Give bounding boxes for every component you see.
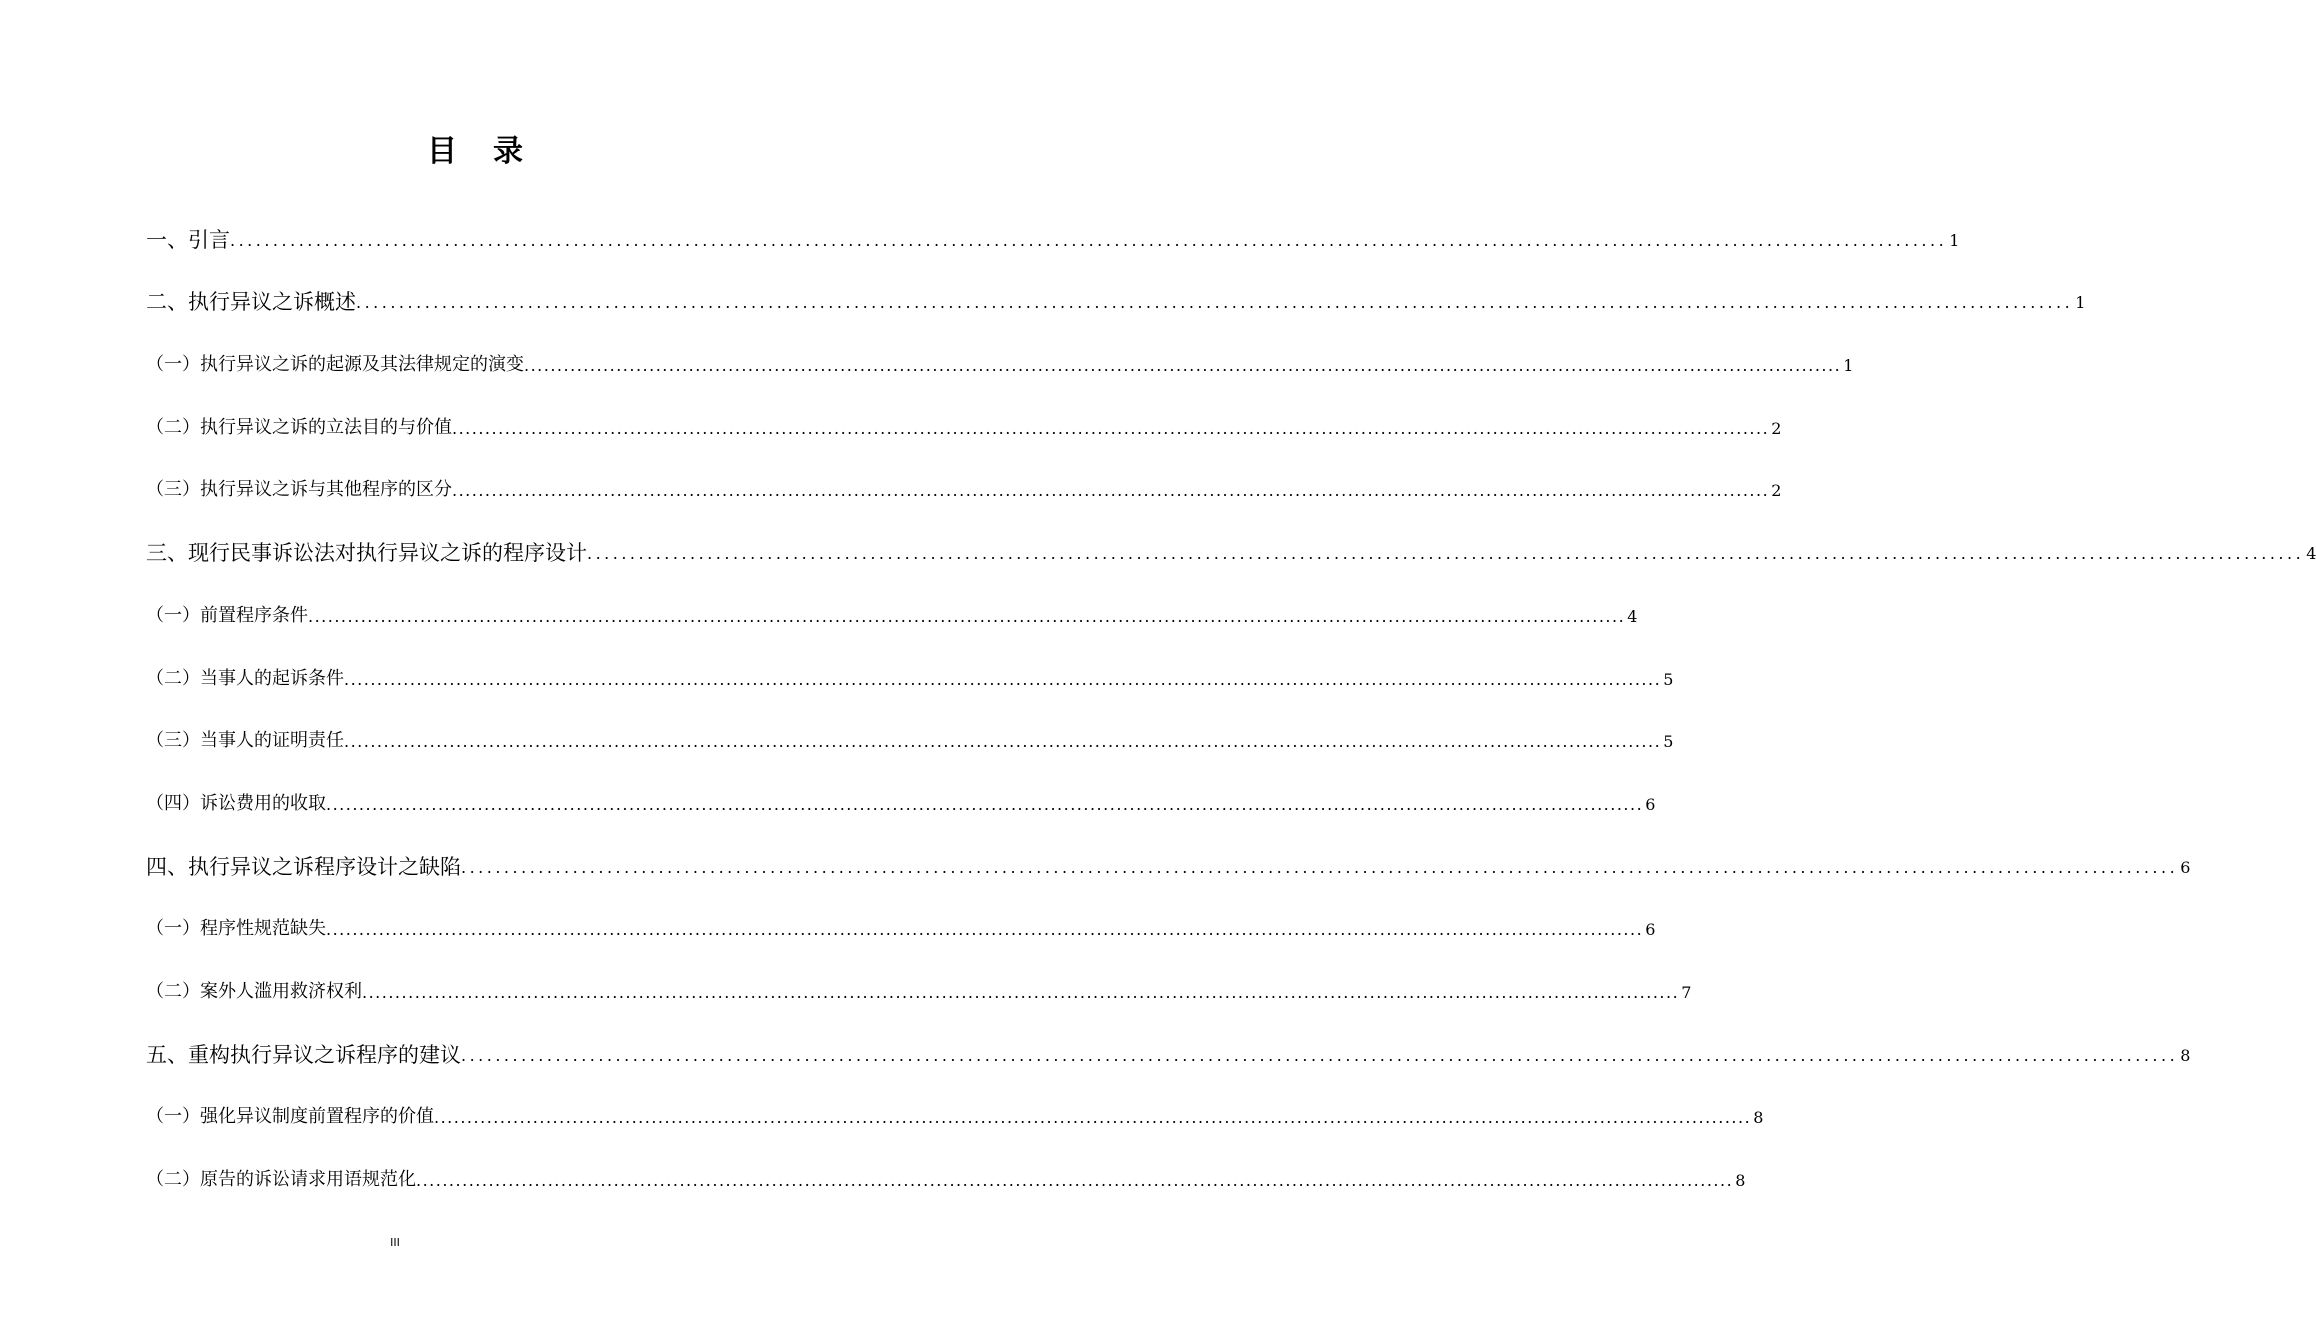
toc-entry[interactable] <box>146 1133 1746 1196</box>
toc-entry[interactable] <box>146 945 1692 1008</box>
toc-dot-leader: ........................................................................................................................................................................................................ <box>356 293 2074 313</box>
toc-entry[interactable] <box>146 381 1782 444</box>
toc-entry[interactable] <box>146 883 1656 946</box>
page-title: 目录 <box>427 134 559 169</box>
toc-entry-title: （三）执行异议之诉与其他程序的区分 <box>146 479 452 501</box>
toc-entry[interactable] <box>146 695 1674 758</box>
toc-entry-title: （二）当事人的起诉条件 <box>146 667 344 689</box>
toc-entry-title: 二、执行异议之诉概述 <box>146 290 356 315</box>
toc-entry-page-number: 4 <box>2306 544 2316 564</box>
toc-entry[interactable] <box>146 757 1656 820</box>
toc-dot-leader: ........................................................................................................................................................................................................ <box>416 1171 1734 1190</box>
toc-dot-leader: ........................................................................................................................................................................................................ <box>326 920 1644 940</box>
toc-entry-page-number: 1 <box>2075 293 2086 313</box>
toc-entry[interactable] <box>146 318 1854 381</box>
toc-entry-title: （一）强化异议制度前置程序的价值 <box>146 1106 434 1128</box>
toc-dot-leader: ........................................................................................................................................................................................................ <box>524 356 1842 376</box>
toc-entry[interactable] <box>146 1008 2191 1071</box>
toc-dot-leader: ........................................................................................................................................................................................................ <box>461 1045 2179 1065</box>
toc-entry-page-number: 5 <box>1663 669 1674 689</box>
toc-dot-leader: ........................................................................................................................................................................................................ <box>434 1108 1752 1128</box>
toc-dot-leader: ........................................................................................................................................................................................................ <box>452 481 1770 501</box>
page-number-footer: III <box>390 1236 400 1249</box>
toc-entry-page-number: 2 <box>1771 481 1782 501</box>
toc-entry-page-number: 8 <box>2180 1045 2191 1065</box>
toc-entry-title: 一、引言 <box>146 227 230 252</box>
toc-entry-page-number: 7 <box>1681 982 1692 1002</box>
toc-entry-page-number: 1 <box>1949 230 1960 250</box>
toc-dot-leader: ........................................................................................................................................................................................................ <box>344 669 1662 689</box>
toc-entry-title: （三）当事人的证明责任 <box>146 730 344 752</box>
toc-entry-page-number: 6 <box>1645 920 1656 940</box>
toc-entry-page-number: 6 <box>2180 857 2191 877</box>
toc-dot-leader: ........................................................................................................................................................................................................ <box>587 544 2305 564</box>
toc-entry[interactable] <box>146 632 1674 695</box>
toc-entry[interactable] <box>146 1071 1764 1134</box>
toc-entry-page-number: 8 <box>1753 1108 1764 1128</box>
toc-entry[interactable] <box>146 506 2316 569</box>
toc-dot-leader: ........................................................................................................................................................................................................ <box>344 732 1662 752</box>
toc-entry-title: （二）原告的诉讼请求用语规范化 <box>146 1169 416 1190</box>
toc-entry-page-number: 2 <box>1771 418 1782 438</box>
toc-entry-title: （一）执行异议之诉的起源及其法律规定的演变 <box>146 354 524 376</box>
toc-entry-title: （四）诉讼费用的收取 <box>146 792 326 814</box>
toc-entry-page-number: 4 <box>1627 606 1638 626</box>
toc-dot-leader: ........................................................................................................................................................................................................ <box>308 606 1626 626</box>
toc-entry-title: 四、执行异议之诉程序设计之缺陷 <box>146 854 461 879</box>
toc-entry-title: 五、重构执行异议之诉程序的建议 <box>146 1042 461 1067</box>
toc-entry-title: 三、现行民事诉讼法对执行异议之诉的程序设计 <box>146 541 587 566</box>
table-of-contents <box>146 193 2316 1196</box>
toc-entry[interactable] <box>146 569 1638 632</box>
toc-entry-page-number: 5 <box>1663 732 1674 752</box>
toc-entry[interactable] <box>146 256 2086 319</box>
toc-entry-title: （二）案外人滥用救济权利 <box>146 980 362 1002</box>
toc-entry-title: （一）前置程序条件 <box>146 604 308 626</box>
toc-entry[interactable] <box>146 820 2191 883</box>
toc-dot-leader: ........................................................................................................................................................................................................ <box>461 857 2179 877</box>
toc-entry[interactable] <box>146 193 1960 256</box>
toc-entry-page-number: 6 <box>1645 794 1656 814</box>
toc-entry-page-number: 1 <box>1843 356 1854 376</box>
toc-dot-leader: ........................................................................................................................................................................................................ <box>230 230 1948 250</box>
toc-entry-page-number: 8 <box>1735 1171 1746 1190</box>
toc-entry-title: （一）程序性规范缺失 <box>146 918 326 940</box>
toc-entry[interactable] <box>146 444 1782 507</box>
toc-dot-leader: ........................................................................................................................................................................................................ <box>362 982 1680 1002</box>
toc-dot-leader: ........................................................................................................................................................................................................ <box>326 794 1644 814</box>
toc-entry-title: （二）执行异议之诉的立法目的与价值 <box>146 416 452 438</box>
toc-dot-leader: ........................................................................................................................................................................................................ <box>452 418 1770 438</box>
